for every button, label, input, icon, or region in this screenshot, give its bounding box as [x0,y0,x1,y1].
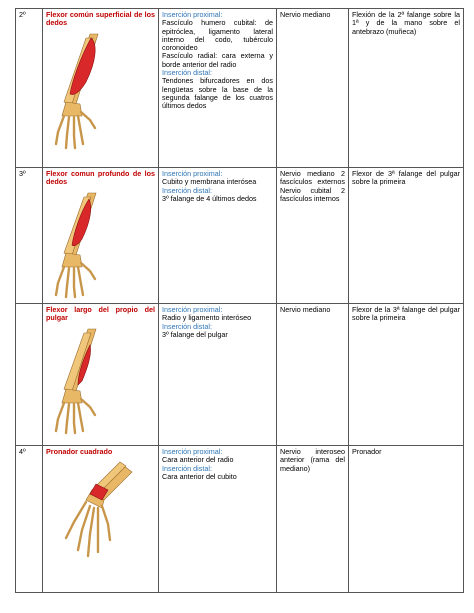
insertion-cell: Inserción proximal: Cara anterior del radio Inserción distal: Cara anterior del cubito [159,446,277,593]
muscle-name: Flexor común superficial de los dedos [46,10,155,28]
action-cell: Flexión de la 2ª falange sobre la 1ª y de la mano sobre el antebrazo (muñeca) [349,9,464,168]
muscle-table [15,8,464,593]
table-row [16,168,464,304]
forearm-muscle-illustration [46,191,155,299]
table-row [16,446,464,593]
proximal-insertion-label: Inserción proximal: [162,10,223,19]
forearm-muscle-illustration [46,460,155,568]
nerve-cell: Nervio interoseo anterior (rama del mediano) [277,446,349,593]
proximal-insertion-label: Inserción proximal: [162,169,223,178]
table-row [16,304,464,446]
nerve-cell: Nervio mediano [277,304,349,446]
row-number: 2º [16,9,43,168]
action-cell: Pronador [349,446,464,593]
insertion-cell: Inserción proximal: Cubito y membrana interósea Inserción distal: 3º falange de 4 últimos dedos [159,168,277,304]
nerve-cell: Nervio mediano 2 fascículos externos Nervio cubital 2 fascículos internos [277,168,349,304]
forearm-muscle-illustration [46,32,155,150]
muscle-cell [43,446,159,593]
row-number: 3º [16,168,43,304]
proximal-insertion-label: Inserción proximal: [162,305,223,314]
distal-insertion-label: Inserción distal: [162,463,212,473]
muscle-name: Flexor comun profundo de los dedos [46,169,155,187]
forearm-muscle-illustration [46,327,155,437]
row-number: 4º [16,446,43,593]
proximal-insertion-label: Inserción proximal: [162,447,223,456]
muscle-name: Pronador cuadrado [46,447,113,456]
muscle-cell [43,304,159,446]
distal-insertion-label: Inserción distal: [162,68,212,78]
distal-insertion-label: Inserción distal: [162,185,212,195]
table-row [16,9,464,168]
muscle-cell [43,9,159,168]
distal-insertion-label: Inserción distal: [162,321,212,331]
action-cell: Flexor de 3ª falange del pulgar sobre la primeira [349,168,464,304]
muscle-cell [43,168,159,304]
row-number [16,304,43,446]
muscle-name: Flexor largo del propio del pulgar [46,305,155,323]
insertion-cell: Inserción proximal: Fascículo humero cubital: de epitróclea, ligamento lateral interno del codo, tubérculo coronoideo Fascículo radial: cara externa y borde anterior del radio Inserción distal: Tendones bifurcadores en dos lengüetas sobre la base de la segunda falange de los cuatros últimos dedos [159,9,277,168]
insertion-cell: Inserción proximal: Radio y ligamento interóseo Inserción distal: 3º falange del pulgar [159,304,277,446]
nerve-cell: Nervio mediano [277,9,349,168]
action-cell: Flexor de la 3ª falange del pulgar sobre la primeira [349,304,464,446]
